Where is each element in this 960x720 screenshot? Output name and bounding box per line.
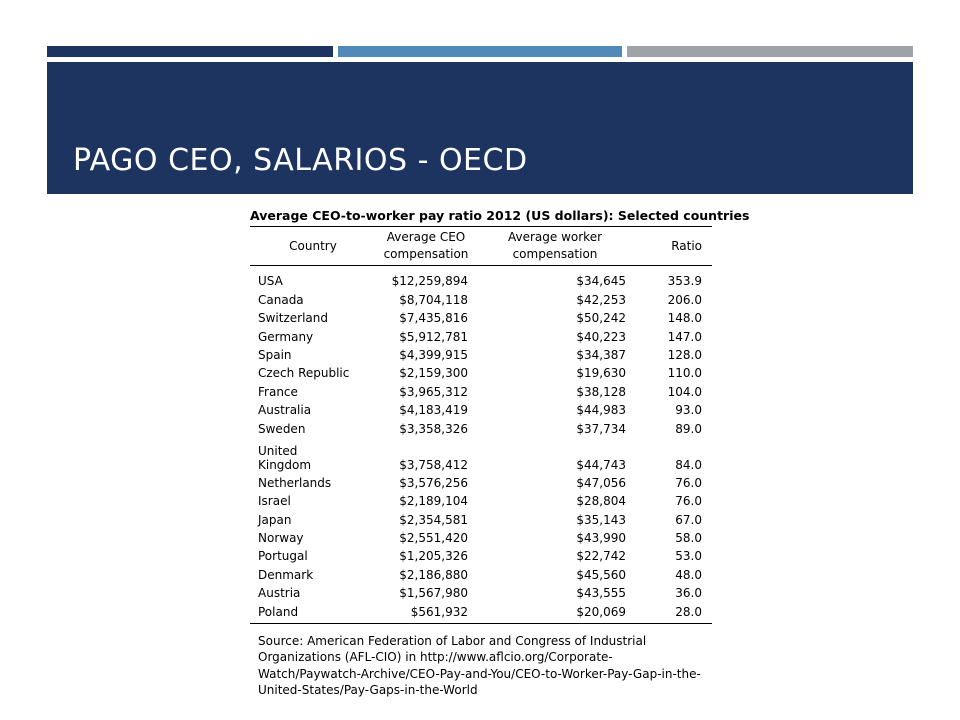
table-row [250, 417, 712, 435]
table-header-row [250, 227, 712, 266]
cell-country: Austria [258, 586, 301, 601]
cell-country: Switzerland [258, 311, 328, 326]
table-row [250, 307, 712, 325]
table-row [250, 288, 712, 306]
cell-country: Sweden [258, 421, 306, 436]
cell-ratio: 84.0 [675, 457, 702, 472]
table-row [250, 362, 712, 380]
table-row [250, 563, 712, 581]
cell-worker-compensation: $45,560 [576, 567, 626, 582]
table-row [250, 582, 712, 600]
header-worker-compensation [476, 227, 634, 266]
slide-title: PAGO CEO, SALARIOS - OECD [73, 143, 528, 178]
cell-country: USA [258, 274, 283, 289]
cell-country: Israel [258, 494, 291, 509]
cell-ratio: 353.9 [667, 274, 702, 289]
cell-worker-compensation: $44,743 [576, 457, 626, 472]
cell-ceo-compensation: $2,354,581 [399, 512, 468, 527]
cell-ceo-compensation: $2,186,880 [399, 567, 468, 582]
cell-ceo-compensation: $12,259,894 [391, 274, 468, 289]
table-caption: Average CEO-to-worker pay ratio 2012 (US dollars): Selected countries [250, 208, 712, 227]
cell-ratio: 76.0 [675, 494, 702, 509]
cell-ceo-compensation: $3,965,312 [399, 384, 468, 399]
cell-ceo-compensation: $3,358,326 [399, 421, 468, 436]
cell-worker-compensation: $42,253 [576, 292, 626, 307]
cell-ratio: 36.0 [675, 586, 702, 601]
pay-ratio-table [250, 208, 750, 699]
table-row [250, 325, 712, 343]
cell-ceo-compensation: $2,189,104 [399, 494, 468, 509]
cell-worker-compensation: $34,645 [576, 274, 626, 289]
cell-ratio: 53.0 [675, 549, 702, 564]
cell-ceo-compensation: $3,758,412 [399, 457, 468, 472]
cell-country: Japan [258, 512, 292, 527]
cell-worker-compensation: $43,990 [576, 531, 626, 546]
source-note: Source: American Federation of Labor and Congress of Industrial Organizations (AFL-CIO) in http://www.aflcio.org/Corporate-Watch/Paywatch-Archive/CEO-Pay-and-You/CEO-to-Worker-Pay-Gap-in-the-United-States/Pay-Gaps-in-the-World [258, 633, 701, 698]
cell-ratio: 110.0 [667, 366, 702, 381]
cell-worker-compensation: $20,069 [576, 604, 626, 619]
cell-ceo-compensation: $3,576,256 [399, 475, 468, 490]
table-bottom-rule [250, 623, 712, 624]
cell-worker-compensation: $37,734 [576, 421, 626, 436]
table-row [250, 545, 712, 563]
cell-country: Australia [258, 403, 312, 418]
cell-ratio: 104.0 [667, 384, 702, 399]
table-row [250, 472, 712, 490]
cell-worker-compensation: $38,128 [576, 384, 626, 399]
cell-ratio: 128.0 [667, 347, 702, 362]
data-table [250, 227, 712, 619]
title-band [47, 62, 913, 194]
header-ceo-line1: Average CEO [386, 230, 466, 244]
header-worker-line2: compensation [512, 247, 598, 261]
cell-country: Portugal [258, 549, 308, 564]
cell-country: Germany [258, 329, 314, 344]
table-row [250, 508, 712, 526]
cell-country: Netherlands [258, 475, 332, 490]
cell-worker-compensation: $34,387 [576, 347, 626, 362]
cell-ceo-compensation: $7,435,816 [399, 311, 468, 326]
cell-worker-compensation: $19,630 [576, 366, 626, 381]
cell-ratio: 28.0 [675, 604, 702, 619]
cell-worker-compensation: $43,555 [576, 586, 626, 601]
cell-country: France [258, 384, 298, 399]
cell-ceo-compensation: $1,567,980 [399, 586, 468, 601]
table-row [250, 490, 712, 508]
cell-ceo-compensation: $561,932 [410, 604, 468, 619]
cell-ceo-compensation: $4,183,419 [399, 403, 468, 418]
cell-country: Canada [258, 292, 304, 307]
cell-ceo-compensation: $2,159,300 [399, 366, 468, 381]
cell-ratio: 48.0 [675, 567, 702, 582]
cell-ceo-compensation: $8,704,118 [399, 292, 468, 307]
cell-country [250, 436, 376, 472]
table-row [250, 399, 712, 417]
cell-worker-compensation: $22,742 [576, 549, 626, 564]
table-row [250, 266, 712, 289]
cell-worker-compensation: $44,983 [576, 403, 626, 418]
cell-worker-compensation: $40,223 [576, 329, 626, 344]
table-body [250, 266, 712, 619]
cell-worker-compensation: $35,143 [576, 512, 626, 527]
cell-worker-compensation: $50,242 [576, 311, 626, 326]
header-worker-line1: Average worker [507, 230, 603, 244]
cell-worker-compensation: $47,056 [576, 475, 626, 490]
table-row [250, 527, 712, 545]
header-country: Country [250, 227, 376, 266]
cell-country: Czech Republic [258, 366, 350, 381]
cell-ceo-compensation: $5,912,781 [399, 329, 468, 344]
cell-ratio: 206.0 [667, 292, 702, 307]
header-ceo-compensation [376, 227, 476, 266]
cell-country: Spain [258, 347, 292, 362]
accent-bar-gray [627, 46, 913, 57]
cell-country: Poland [258, 604, 299, 619]
cell-ratio: 147.0 [667, 329, 702, 344]
header-ceo-line2: compensation [383, 247, 469, 261]
cell-country: Denmark [258, 567, 314, 582]
cell-ceo-compensation: $1,205,326 [399, 549, 468, 564]
accent-bar-blue [338, 46, 622, 57]
cell-ratio: 93.0 [675, 403, 702, 418]
cell-country: Norway [258, 531, 304, 546]
cell-country-line2: Kingdom [258, 457, 312, 472]
cell-ceo-compensation: $2,551,420 [399, 531, 468, 546]
table-row [250, 380, 712, 398]
cell-ratio: 148.0 [667, 311, 702, 326]
cell-worker-compensation: $28,804 [576, 494, 626, 509]
header-ratio: Ratio [634, 227, 712, 266]
table-row [250, 436, 712, 472]
cell-country-line1: United [258, 443, 298, 458]
cell-ratio: 67.0 [675, 512, 702, 527]
cell-ratio: 76.0 [675, 475, 702, 490]
cell-ceo-compensation: $4,399,915 [399, 347, 468, 362]
cell-ratio: 58.0 [675, 531, 702, 546]
table-row [250, 344, 712, 362]
cell-ratio: 89.0 [675, 421, 702, 436]
accent-bar-navy [47, 46, 333, 57]
table-row [250, 600, 712, 618]
